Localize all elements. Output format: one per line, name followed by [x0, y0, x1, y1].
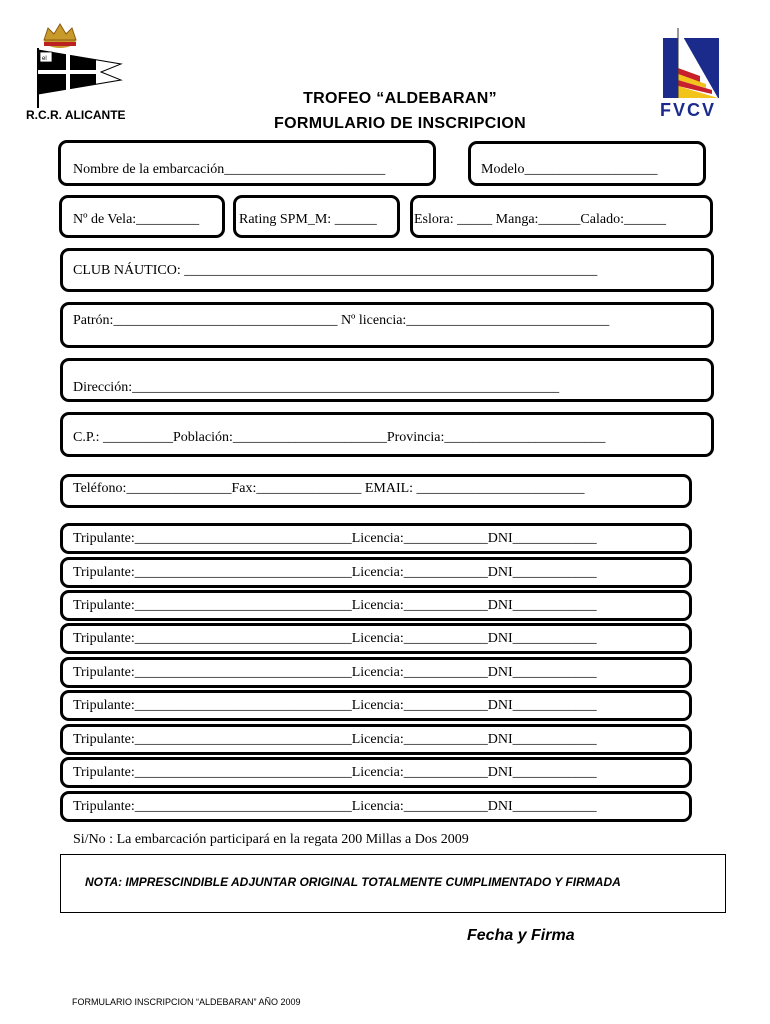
svg-text:el: el — [42, 56, 47, 62]
crown-flag-emblem — [26, 20, 136, 110]
rating-field[interactable]: Rating SPM_M: ______ — [239, 212, 377, 227]
sail-emblem — [660, 28, 726, 100]
crew-row[interactable]: Tripulante:_______________________________Licencia:____________DNI____________ — [73, 698, 597, 713]
cp-field[interactable]: C.P.: __________Población:______________________Provincia:_______________________ — [73, 430, 606, 445]
rcr-alicante-logo — [26, 20, 136, 125]
fvcv-logo — [660, 28, 726, 124]
crew-row[interactable]: Tripulante:_______________________________Licencia:____________DNI____________ — [73, 598, 597, 613]
crew-row[interactable]: Tripulante:_______________________________Licencia:____________DNI____________ — [73, 732, 597, 747]
crew-row[interactable]: Tripulante:_______________________________Licencia:____________DNI____________ — [73, 765, 597, 780]
club-field[interactable]: CLUB NÁUTICO: ___________________________________________________________ — [73, 263, 598, 278]
page-footer: FORMULARIO INSCRIPCION “ALDEBARAN” AÑO 2009 — [72, 997, 301, 1007]
right-logo-caption: FVCV — [660, 100, 717, 120]
direccion-field[interactable]: Dirección:_____________________________________________________________ — [73, 380, 560, 395]
embarcacion-field[interactable]: Nombre de la embarcación_______________________ — [73, 162, 386, 177]
vela-field[interactable]: Nº de Vela:_________ — [73, 212, 200, 227]
form-title: TROFEO “ALDEBARAN” — [303, 90, 497, 107]
signature-label: Fecha y Firma — [467, 927, 575, 944]
modelo-field[interactable]: Modelo___________________ — [481, 162, 658, 177]
notice-box — [60, 854, 726, 913]
form-subtitle: FORMULARIO DE INSCRIPCION — [274, 115, 526, 132]
medidas-field[interactable]: Eslora: _____ Manga:______Calado:______ — [414, 212, 666, 227]
crew-row[interactable]: Tripulante:_______________________________Licencia:____________DNI____________ — [73, 531, 597, 546]
crew-row[interactable]: Tripulante:_______________________________Licencia:____________DNI____________ — [73, 631, 597, 646]
crew-row[interactable]: Tripulante:_______________________________Licencia:____________DNI____________ — [73, 665, 597, 680]
crew-row[interactable]: Tripulante:_______________________________Licencia:____________DNI____________ — [73, 565, 597, 580]
crew-row[interactable]: Tripulante:_______________________________Licencia:____________DNI____________ — [73, 799, 597, 814]
left-logo-caption: R.C.R. ALICANTE — [26, 108, 126, 122]
patron-field[interactable]: Patrón:________________________________ Nº licencia:_____________________________ — [73, 313, 610, 328]
telefono-field[interactable]: Teléfono:_______________Fax:_______________ EMAIL: ________________________ — [73, 481, 585, 496]
notice-text: NOTA: IMPRESCINDIBLE ADJUNTAR ORIGINAL TOTALMENTE CUMPLIMENTADO Y FIRMADA — [85, 875, 621, 889]
regata-participation[interactable]: Si/No : La embarcación participará en la regata 200 Millas a Dos 2009 — [73, 832, 469, 847]
